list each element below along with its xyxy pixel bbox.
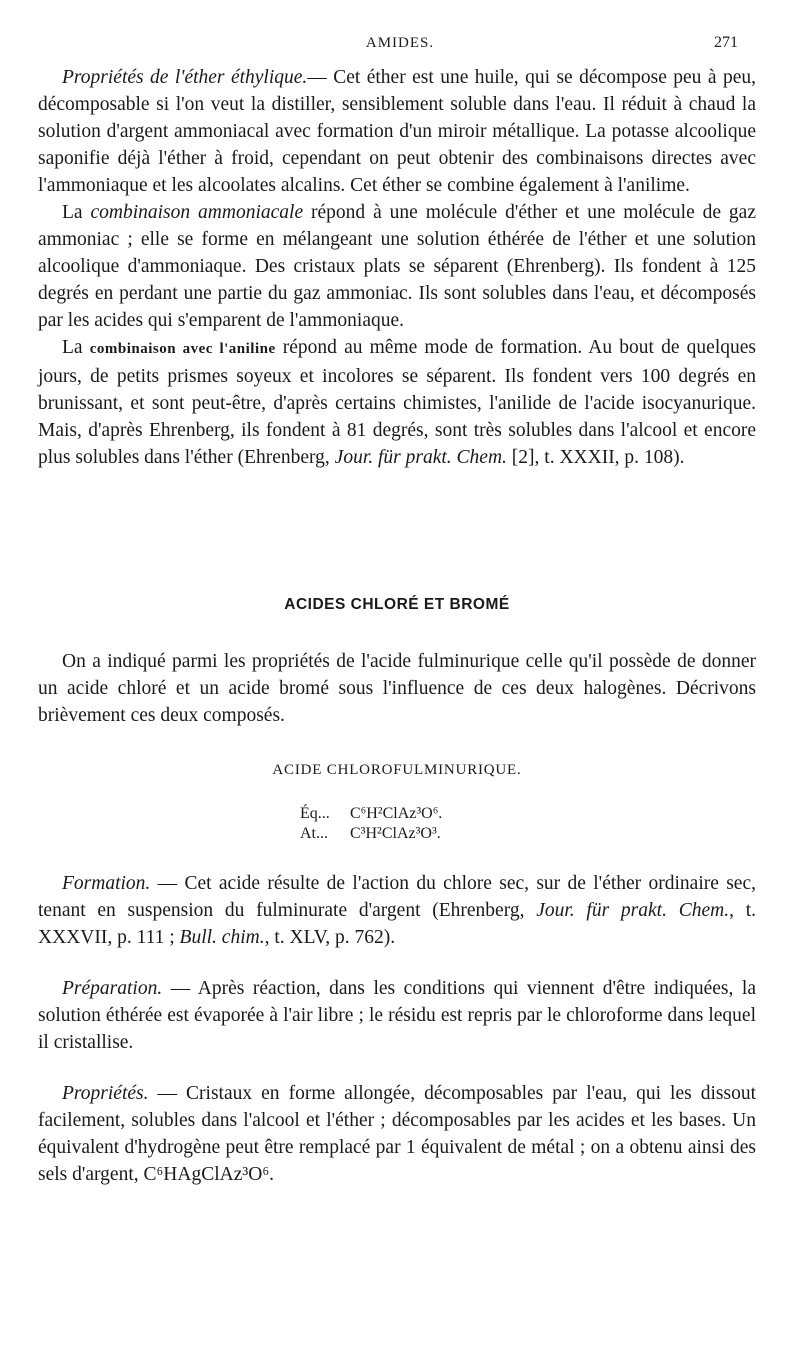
paragraph-text: répond à une molécule d'éther et une molécule de gaz ammoniac ; elle se forme en mélangeant une solution éthérée de l'éther et une solution alcoolique d'ammoniaque. Des cristaux plats se séparent (Ehrenberg). Ils fondent à 125 degrés en perdant une partie du gaz ammoniac. Ils sont solubles dans l'eau, et décomposés par les acides qui s'emparent de l'ammoniaque. [38, 202, 756, 331]
formula-label: At... [300, 825, 328, 842]
page-number: 271 [714, 34, 738, 51]
paragraph-text: — Après réaction, dans les conditions qui viennent d'être indiquées, la solution éthérée est évaporée à l'air libre ; le résidu est repris par le chloroforme dans lequel il cristallise. [38, 978, 756, 1053]
formula-value: C⁶H²ClAz³O⁶. [350, 805, 443, 822]
paragraph-term: combinaison avec l'aniline [89, 341, 276, 357]
body-text [38, 64, 756, 1188]
paragraph-text-end: , t. XLV, p. 762). [264, 927, 396, 948]
paragraph-gap [38, 951, 756, 975]
paragraph-title: Formation. [62, 873, 151, 894]
journal-reference: Jour. für prakt. Chem. [334, 447, 507, 468]
paragraph-title: Propriétés de l'éther éthylique. [62, 67, 308, 88]
journal-reference: Bull. chim. [179, 927, 265, 948]
formula-block [300, 804, 756, 844]
paragraph-ammoniacal-combination [38, 199, 756, 334]
paragraph-text: On a indiqué parmi les propriétés de l'acide fulminurique celle qu'il possède de donner un acide chloré et un acide bromé sous l'influence de ces deux halogènes. Décrivons brièvement ces deux composés. [38, 651, 756, 726]
paragraph-term: combinaison ammoniacale [90, 202, 304, 223]
paragraph-title: Propriétés. [62, 1083, 149, 1104]
paragraph-aniline-combination [38, 334, 756, 471]
paragraph-ether-properties [38, 64, 756, 199]
formula-row-atomic [300, 824, 756, 844]
formula-row-equivalent [300, 804, 756, 824]
paragraph-text: — Cet éther est une huile, qui se décompose peu à peu, décomposable si l'on veut la distiller, sensiblement soluble dans l'eau. Il réduit à chaud la solution d'argent ammoniacal avec formation d'un miroir métallique. La potasse alcoolique saponifie déjà l'éther à froid, cependant on peut obtenir des combinaisons directes avec l'ammoniaque et les alcoolates alcalins. Cet éther se combine également à l'anilime. [38, 67, 756, 196]
formula-label: Éq... [300, 805, 330, 822]
paragraph-text: — Cet acide résulte de l'action du chlore sec, sur de l'éther ordinaire sec, tenant en suspension du fulminurate d'argent (Ehrenberg, [38, 873, 756, 921]
running-title: AMIDES. [365, 35, 435, 51]
paragraph-text: , t. XXXVII, p. 111 ; [38, 900, 757, 948]
paragraph-title: Préparation. [62, 978, 163, 999]
paragraph-formation [38, 870, 756, 951]
paragraph-text: répond au même mode de formation. Au bout de quelques jours, de petits prismes soyeux et incolores se séparent. Ils fondent vers 100 degrés en brunissant, et sont peut-être, d'après certains chimistes, l'anilide de l'acide isocyanurique. Mais, d'après Ehrenberg, ils fondent à 81 degrés, sont très solubles dans l'alcool et encore plus solubles dans l'éther (Ehrenberg, [38, 337, 756, 468]
journal-reference: Jour. für prakt. Chem. [536, 900, 730, 921]
page-header [0, 33, 800, 57]
paragraph-gap [38, 1056, 756, 1080]
paragraph-text-end: [2], t. XXXII, p. 108). [506, 447, 685, 468]
section-heading: ACIDES CHLORÉ ET BROMÉ [284, 596, 510, 613]
paragraph-text: — Cristaux en forme allongée, décomposables par l'eau, qui les dissout facilement, solubles dans l'alcool et l'éther ; décomposables par les acides et les bases. Un équivalent d'hydrogène peut être remplacé par 1 équivalent de métal ; on a obtenu ainsi des sels d'argent, C⁶HAgClAz³O⁶. [38, 1083, 756, 1185]
paragraph-properties [38, 1080, 756, 1188]
formula-value: C³H²ClAz³O³. [350, 825, 441, 842]
paragraph-lead: La [62, 202, 91, 223]
paragraph-preparation [38, 975, 756, 1056]
paragraph-lead: La [62, 337, 90, 358]
paragraph-intro [38, 648, 756, 729]
compound-heading: ACIDE CHLOROFULMINURIQUE. [272, 762, 522, 778]
